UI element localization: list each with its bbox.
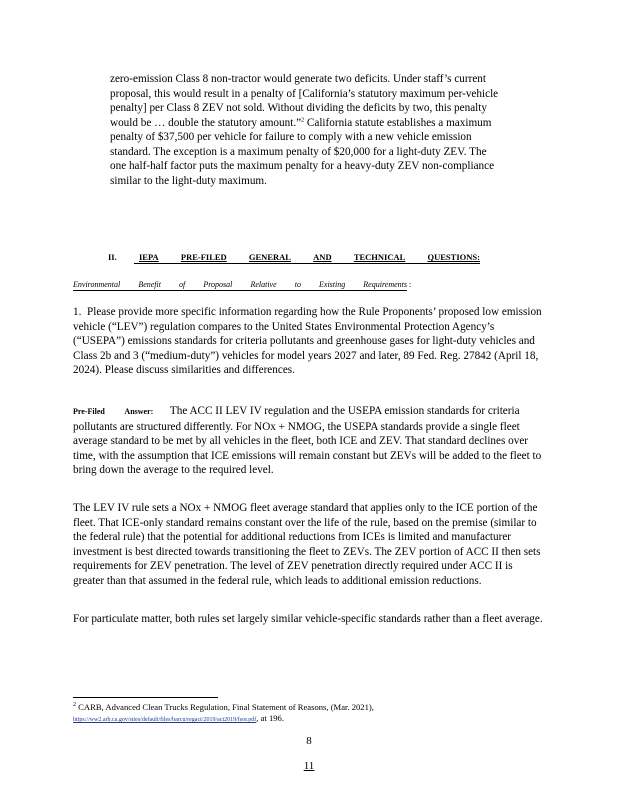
question-text: Please provide more specific information regarding how the Rule Proponents’ proposed low emission vehicle (“LEV”) regulation compares to the United States Environmental Protection Agency’s (“USEPA”) emissions standards for criteria pollutants and greenhouse gases for light-duty vehicles and Class 2b and 3 (“medium-duty”) vehicles for model years 2027 and later, 89 Fed. Reg. 27842 (April 18, 2024). Please discuss similarities and differences. <box>73 306 542 376</box>
section-heading <box>108 252 480 262</box>
footnote-ref[interactable]: 2 <box>301 116 305 123</box>
quote-continuation: California statute establishes a maximum penalty of $37,500 per vehicle for failure to comply with a new vehicle emission standard. The exception is a maximum penalty of $20,000 for a light-duty ZEV. The one half-half factor puts the maximum penalty for a heavy-duty ZEV non-compliance similar to the light-duty maximum. <box>110 116 495 187</box>
subheading-word: Proposal <box>203 280 233 289</box>
heading-word: TECHNICAL <box>353 252 406 262</box>
footnote-number: 2 <box>73 702 76 709</box>
subheading-word: Environmental <box>73 280 121 289</box>
answer-label-prefiled: Pre-Filed <box>73 407 105 416</box>
question-paragraph <box>73 305 543 378</box>
answer-paragraph <box>73 404 543 478</box>
subheading-word: of <box>179 280 186 289</box>
subheading <box>73 280 413 289</box>
page-number-2: 11 <box>303 760 315 772</box>
quote-text: zero-emission Class 8 non-tractor would generate two deficits. Under staff’s current proposal, this would result in a penalty of [California’s statutory maximum per-vehicle penalty] per Class 8 ZEV not sold. Without dividing the deficits by two, this penalty would be … double the statutory amount.” <box>110 73 499 129</box>
subheading-word: Relative <box>250 280 277 289</box>
footnote-suffix: , at 196. <box>256 713 284 723</box>
heading-word: GENERAL <box>248 252 291 262</box>
section-number: II. <box>108 252 117 262</box>
block-quote <box>110 72 500 188</box>
footnote <box>73 702 543 726</box>
subheading-underline <box>73 290 407 291</box>
subheading-word: Requirements <box>363 280 407 289</box>
page-number-secondary <box>0 760 618 772</box>
subheading-colon: : <box>409 280 412 289</box>
subheading-word: to <box>294 280 301 289</box>
answer-label: Answer: <box>124 407 154 416</box>
page-number: 8 <box>306 735 312 747</box>
heading-word: AND <box>313 252 332 262</box>
heading-word: IEPA <box>138 252 159 262</box>
footnote-link[interactable]: https://ww2.arb.ca.gov/sites/default/files/barcu/regact/2019/act2019/fsor.pdf <box>73 717 257 723</box>
question-number: 1. <box>73 306 82 318</box>
heading-word: PRE-FILED <box>180 252 227 262</box>
footnote-separator <box>73 697 218 698</box>
answer-text: The ACC II LEV IV regulation and the USEPA emission standards for criteria pollutants are structured differently. For NOx + NMOG, the USEPA standards provide a single fleet average standard to be met by all vehicles in the fleet, both ICE and ZEV. That standard declines over time, with the assumption that ICE emissions will remain constant but ZEVs will be added to the fleet to bring down the average to the required level. <box>73 405 542 476</box>
subheading-word: Benefit <box>138 280 161 289</box>
body-paragraph-2: The LEV IV rule sets a NOx + NMOG fleet average standard that applies only to the ICE portion of the fleet. That ICE-only standard remains constant over the life of the rule, based on the premise (similar to the federal rule) that the potential for additional reductions from ICEs is limited and manufacturer investment is best directed towards transitioning the fleet to ZEVs. The ZEV portion of ACC II then sets requirements for ZEV penetration. The level of ZEV penetration directly required under ACC II is greater than that assumed in the federal rule, which leads to additional emission reductions. <box>73 502 541 587</box>
body-paragraph-3: For particulate matter, both rules set largely similar vehicle-specific standards rather than a fleet average. <box>73 613 543 625</box>
heading-underline <box>134 263 480 264</box>
footnote-text: CARB, Advanced Clean Trucks Regulation, Final Statement of Reasons, (Mar. 2021), <box>78 702 374 712</box>
subheading-word: Existing <box>319 280 346 289</box>
heading-word: QUESTIONS: <box>427 252 480 262</box>
